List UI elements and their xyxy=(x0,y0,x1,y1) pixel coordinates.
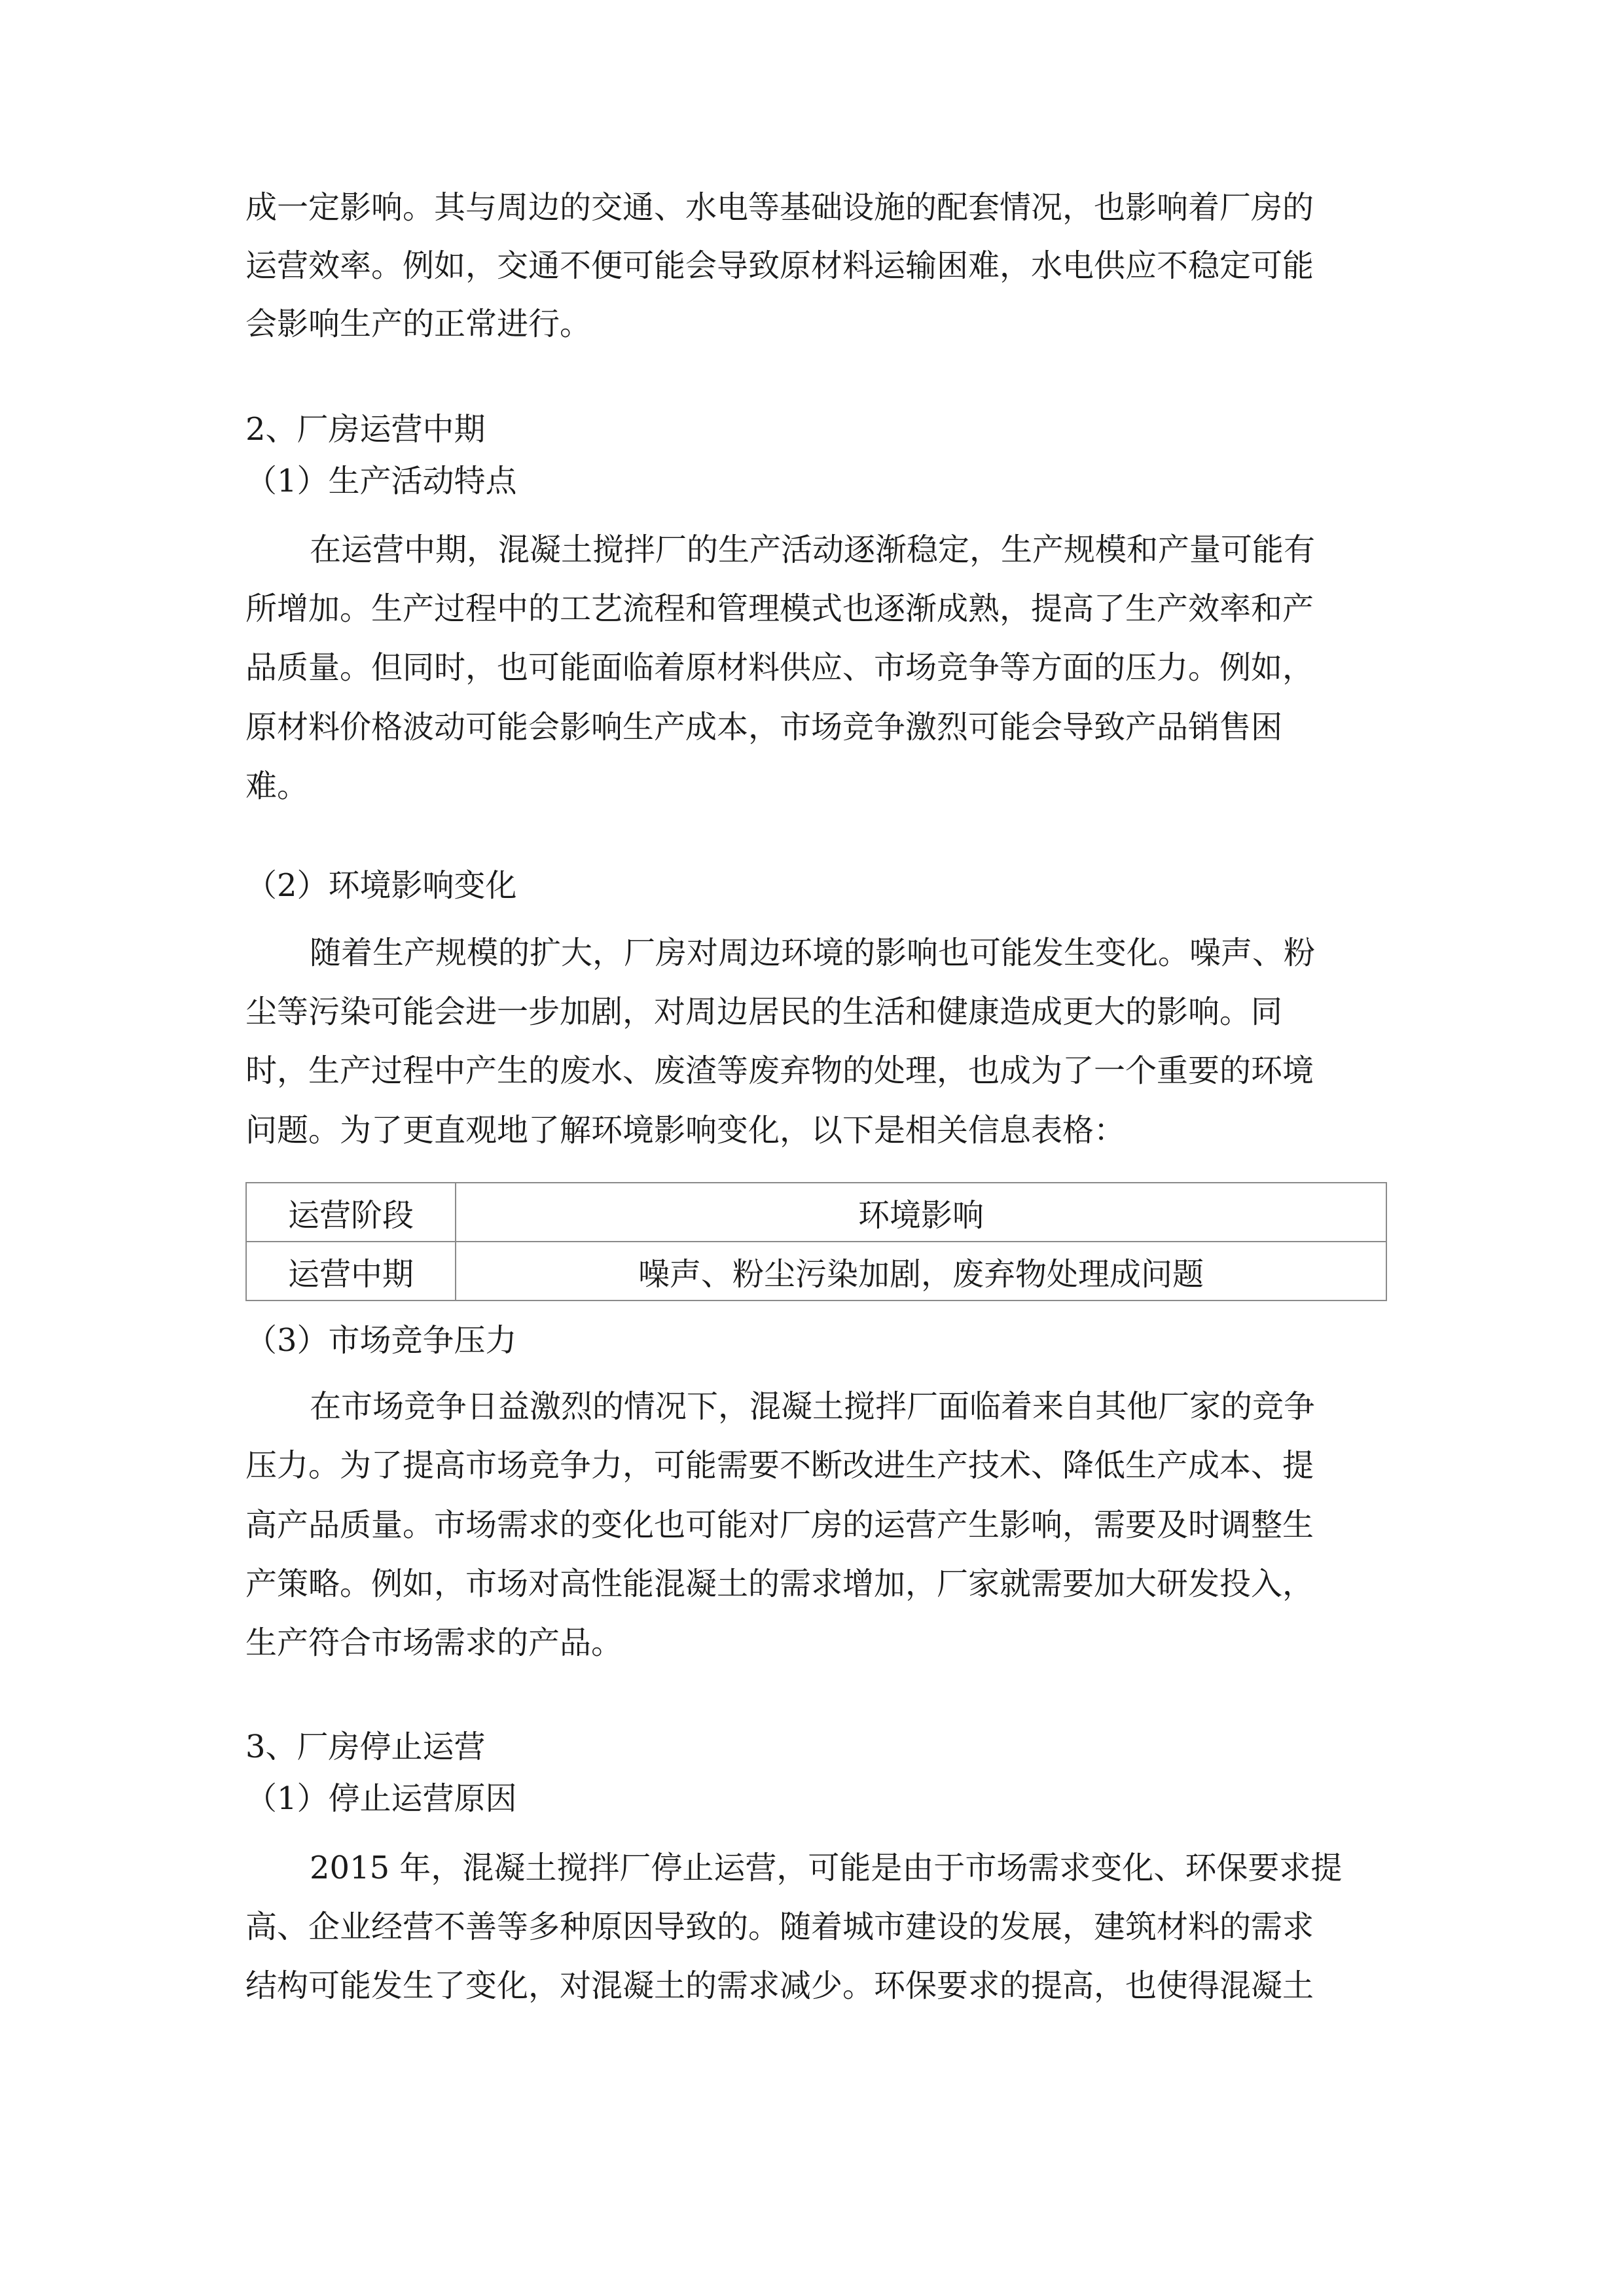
subsection-heading: （1）停止运营原因 xyxy=(245,1780,517,1817)
table-header-cell: 运营阶段 xyxy=(246,1183,456,1242)
paragraph-line: 生产符合市场需求的产品。 xyxy=(245,1624,623,1661)
paragraph-line: 在运营中期，混凝土搅拌厂的生产活动逐渐稳定，生产规模和产量可能有 xyxy=(310,531,1316,568)
paragraph-line: 2015 年，混凝土搅拌厂停止运营，可能是由于市场需求变化、环保要求提 xyxy=(310,1850,1343,1886)
table-header-row xyxy=(246,1183,1386,1242)
section-heading: 2、厂房运营中期 xyxy=(245,411,486,448)
paragraph-line: 产策略。例如，市场对高性能混凝土的需求增加，厂家就需要加大研发投入， xyxy=(245,1566,1314,1602)
paragraph-line: 尘等污染可能会进一步加剧，对周边居民的生活和健康造成更大的影响。同 xyxy=(245,994,1283,1030)
paragraph-line: 高、企业经营不善等多种原因导致的。随着城市建设的发展，建筑材料的需求 xyxy=(245,1909,1314,1945)
paragraph-line: 难。 xyxy=(245,768,309,804)
paragraph-line: 运营效率。例如，交通不便可能会导致原材料运输困难，水电供应不稳定可能 xyxy=(245,247,1314,284)
paragraph-line: 品质量。但同时，也可能面临着原材料供应、市场竞争等方面的压力。例如， xyxy=(245,649,1314,686)
section-heading: 3、厂房停止运营 xyxy=(245,1729,486,1765)
paragraph-line: 时，生产过程中产生的废水、废渣等废弃物的处理，也成为了一个重要的环境 xyxy=(245,1052,1314,1089)
paragraph-line: 高产品质量。市场需求的变化也可能对厂房的运营产生影响，需要及时调整生 xyxy=(245,1507,1314,1543)
paragraph-line: 结构可能发生了变化，对混凝土的需求减少。环保要求的提高，也使得混凝土 xyxy=(245,1967,1314,2004)
paragraph-line: 原材料价格波动可能会影响生产成本，市场竞争激烈可能会导致产品销售困 xyxy=(245,709,1283,745)
environment-impact-table xyxy=(245,1182,1387,1301)
subsection-heading: （3）市场竞争压力 xyxy=(245,1322,517,1359)
subsection-heading: （1）生产活动特点 xyxy=(245,463,517,499)
paragraph-line: 所增加。生产过程中的工艺流程和管理模式也逐渐成熟，提高了生产效率和产 xyxy=(245,590,1314,627)
subsection-heading: （2）环境影响变化 xyxy=(245,867,517,904)
paragraph-line: 成一定影响。其与周边的交通、水电等基础设施的配套情况，也影响着厂房的 xyxy=(245,189,1314,226)
table-cell: 噪声、粉尘污染加剧，废弃物处理成问题 xyxy=(456,1242,1386,1300)
table-row xyxy=(246,1242,1386,1300)
paragraph-line: 压力。为了提高市场竞争力，可能需要不断改进生产技术、降低生产成本、提 xyxy=(245,1447,1314,1484)
table-header-cell: 环境影响 xyxy=(456,1183,1386,1242)
paragraph-line: 问题。为了更直观地了解环境影响变化，以下是相关信息表格： xyxy=(245,1112,1126,1149)
paragraph-line: 随着生产规模的扩大，厂房对周边环境的影响也可能发生变化。噪声、粉 xyxy=(310,935,1316,971)
table-cell: 运营中期 xyxy=(246,1242,456,1300)
paragraph-line: 在市场竞争日益激烈的情况下，混凝土搅拌厂面临着来自其他厂家的竞争 xyxy=(310,1388,1316,1425)
paragraph-line: 会影响生产的正常进行。 xyxy=(245,306,592,342)
